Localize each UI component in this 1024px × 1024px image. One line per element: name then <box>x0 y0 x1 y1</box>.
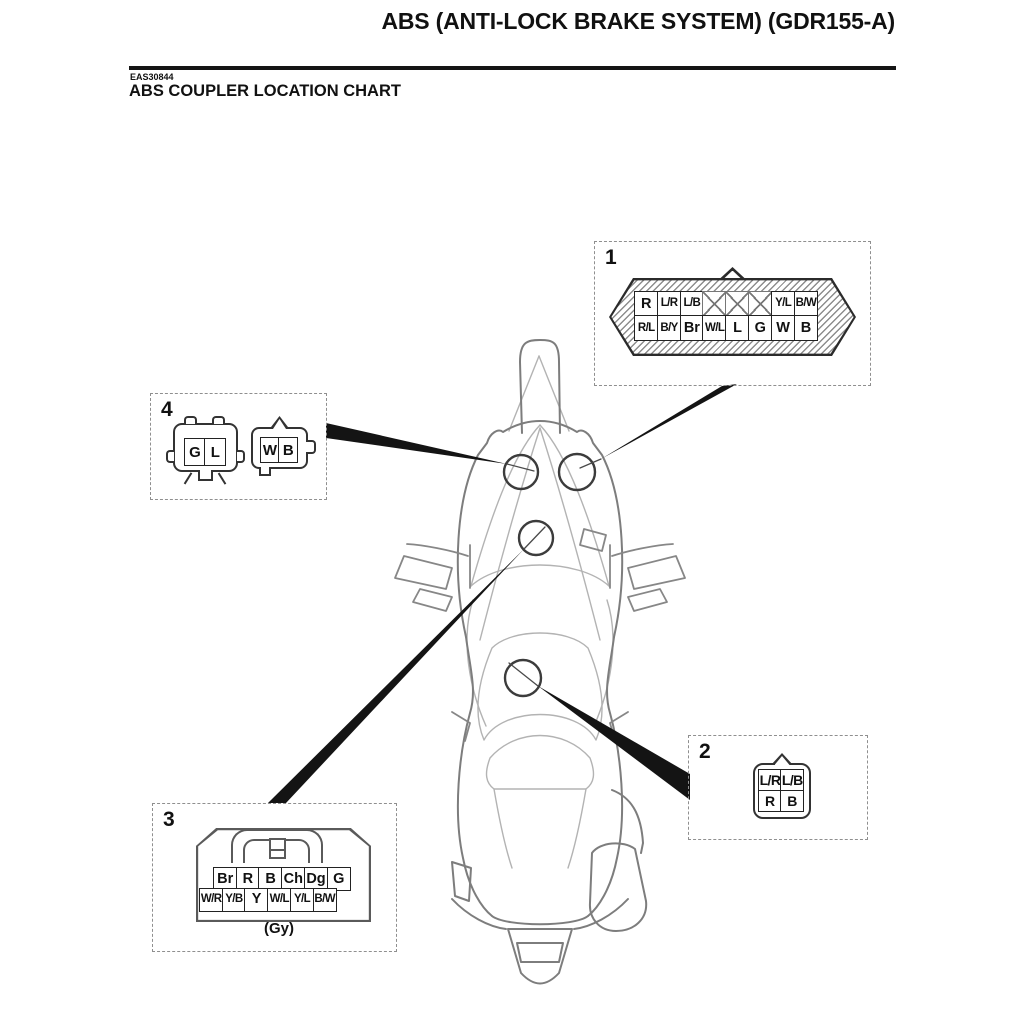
coupler-markers <box>504 454 595 696</box>
connector-1-pin-table <box>634 291 818 341</box>
front-cowl <box>458 421 622 637</box>
connector-2-pin-table <box>758 769 804 812</box>
windscreen <box>520 340 560 433</box>
pin-cell: G <box>184 438 206 466</box>
pin-cell: R <box>758 790 782 813</box>
pin-cell: R/L <box>634 315 659 341</box>
callout-label-2: 2 <box>699 740 711 763</box>
pin-cell: B/W <box>794 291 819 317</box>
page-title: ABS (ANTI-LOCK BRAKE SYSTEM) (GDR155-A) <box>381 8 895 34</box>
pin-cell: W <box>771 315 796 341</box>
pin-cell: Dg <box>304 867 328 891</box>
pin-cell <box>748 291 773 317</box>
connector-1-notch <box>720 267 746 279</box>
pin-row <box>758 769 804 792</box>
pin-cell: L/B <box>780 769 804 792</box>
pin-cell: B/Y <box>657 315 682 341</box>
bike-inner-details <box>467 356 613 868</box>
pin-cell: B/W <box>313 888 337 912</box>
coupler-location-marker-4 <box>504 455 538 489</box>
connector-4b <box>251 427 308 469</box>
callout-label-4: 4 <box>161 398 173 421</box>
pin-row <box>634 291 818 317</box>
connector-4a <box>173 423 238 472</box>
pin-cell: G <box>327 867 351 891</box>
license-bracket <box>517 943 563 962</box>
connector-4a-wing <box>237 450 245 463</box>
leader-line-1 <box>601 384 737 459</box>
pin-cell: W/L <box>267 888 291 912</box>
leader-line-2 <box>538 686 690 800</box>
connector-4a-bottom-tab <box>198 470 213 481</box>
section-title: ABS COUPLER LOCATION CHART <box>129 82 401 100</box>
connector-3-latch-tab <box>269 838 286 859</box>
callout-label-1: 1 <box>605 246 617 269</box>
connector-4b-notch <box>270 416 290 429</box>
connector-4b-bottom-tab <box>259 467 271 476</box>
pin-cell: Ch <box>281 867 305 891</box>
connector-4a-tab <box>212 416 225 424</box>
callout-box-1 <box>594 241 871 386</box>
pin-cell: B <box>780 790 804 813</box>
pin-cell: W <box>260 437 280 463</box>
pin-cell: L/R <box>657 291 682 317</box>
leader-line-3 <box>268 549 524 803</box>
connector-4a-tab <box>184 416 197 424</box>
pin-cell <box>725 291 750 317</box>
pin-cell: B <box>278 437 298 463</box>
pin-cell: W/R <box>199 888 223 912</box>
connector-2 <box>753 763 811 819</box>
connector-4b-wing <box>306 440 316 454</box>
leader-line-4 <box>326 423 507 464</box>
coupler-location-marker-1 <box>559 454 595 490</box>
pin-cell: Y/L <box>771 291 796 317</box>
pin-cell: Y <box>244 888 268 912</box>
pin-row <box>260 437 298 463</box>
pin-cell: B <box>258 867 282 891</box>
pin-cell: B <box>794 315 819 341</box>
connector-2-notch <box>771 753 793 765</box>
callout-label-3: 3 <box>163 808 175 831</box>
callout-box-3 <box>152 803 397 952</box>
pin-row <box>199 888 337 912</box>
callout-box-2 <box>688 735 868 840</box>
pin-cell: G <box>748 315 773 341</box>
connector-1 <box>609 278 856 356</box>
pin-cell: Br <box>213 867 237 891</box>
pin-cell: Y/L <box>290 888 314 912</box>
coupler-location-marker-2 <box>505 660 541 696</box>
pin-row <box>758 790 804 813</box>
pin-cell: L/B <box>680 291 705 317</box>
leader-wedges <box>268 384 737 803</box>
pin-cell: R <box>236 867 260 891</box>
pin-cell: L/R <box>758 769 782 792</box>
pin-cell: Y/B <box>222 888 246 912</box>
pin-cell <box>702 291 727 317</box>
pin-cell: L <box>204 438 226 466</box>
section-code: EAS30844 <box>130 72 174 82</box>
pin-cell: Br <box>680 315 705 341</box>
mirror-left <box>395 556 452 589</box>
pin-cell: W/L <box>702 315 727 341</box>
pin-cell: L <box>725 315 750 341</box>
rear-fender <box>508 929 572 984</box>
pin-cell: R <box>634 291 659 317</box>
side-stand <box>452 862 471 901</box>
coupler-location-marker-3 <box>519 521 553 555</box>
pin-row <box>184 438 226 466</box>
connector-3-color-caption: (Gy) <box>264 920 294 937</box>
mirror-right <box>628 556 685 589</box>
pin-row <box>634 315 818 341</box>
callout-box-4 <box>150 393 327 500</box>
connector-4a-wing <box>166 450 174 463</box>
